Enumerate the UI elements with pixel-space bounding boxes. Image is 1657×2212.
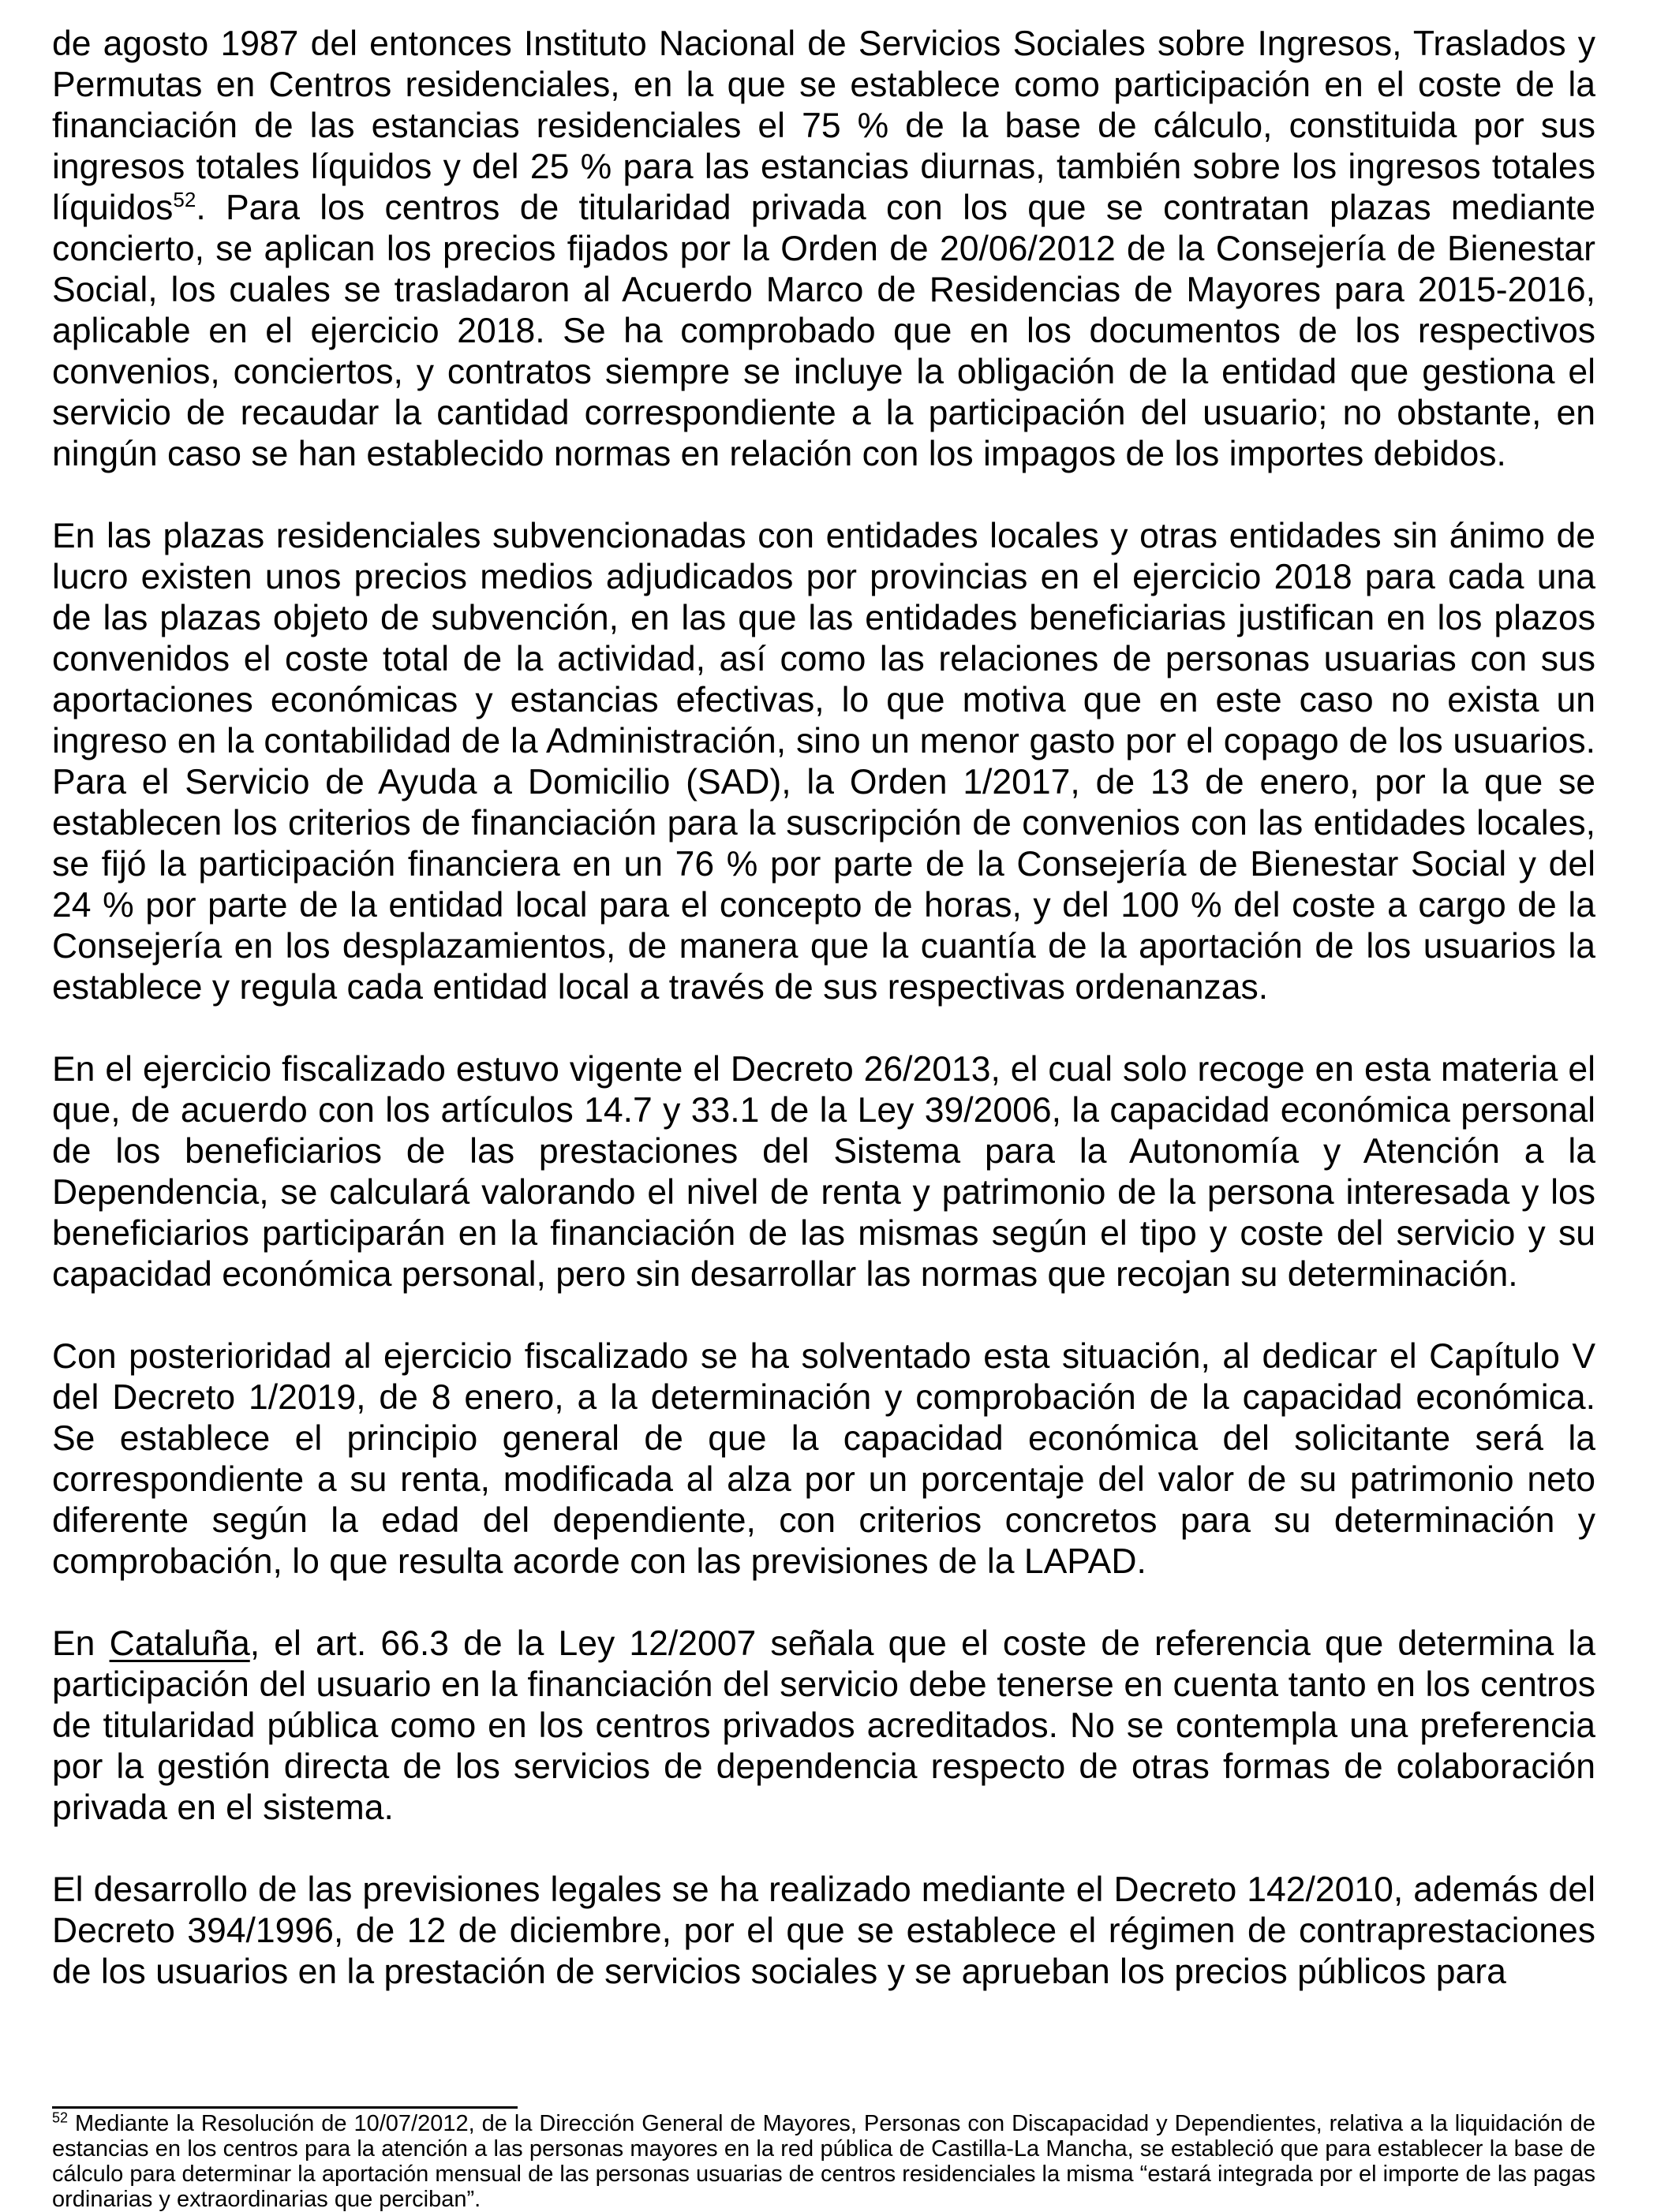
paragraph-5 [52,1624,1595,1829]
paragraph-6: El desarrollo de las previsiones legales se ha realizado mediante el Decreto 142/2010, además del Decreto 394/1996, de 12 de diciembre, por el que se establece el régimen de contraprestaciones de los usuarios en la prestación de servicios sociales y se aprueban los precios públicos para [52,1870,1595,1991]
paragraph-5-lead: En [52,1624,110,1663]
paragraph-1 [52,24,1595,475]
footnote-text: Mediante la Resolución de 10/07/2012, de la Dirección General de Mayores, Personas con Discapacidad y Dependientes, relativa a la liquidación de estancias en los centros para la atención a las personas mayores en la red pública de Castilla-La Mancha, se estableció que para establecer la base de cálculo para determinar la aportación mensual de las personas usuarias de centros residenciales la misma “estará integrada por el importe de las pagas ordinarias y extraordinarias que perciban”. [52,2111,1595,2212]
footnote-ref-52[interactable]: 52 [173,188,196,212]
region-name-cataluna: Cataluña [109,1624,250,1663]
document-body [52,24,1595,1993]
footnote-52 [52,2111,1595,2212]
paragraph-1-text-b: . Para los centros de titularidad privada con los que se contratan plazas mediante concierto, se aplican los precios fijados por la Orden de 20/06/2012 de la Consejería de Bienestar Social, los cuales se trasladaron al Acuerdo Marco de Residencias de Mayores para 2015-2016, aplicable en el ejercicio 2018. Se ha comprobado que en los documentos de los respectivos convenios, conciertos, y contratos siempre se incluye la obligación de la entidad que gestiona el servicio de recaudar la cantidad correspondiente a la participación del usuario; no obstante, en ningún caso se han establecido normas en relación con los impagos de los importes debidos. [52,189,1595,473]
paragraph-3: En el ejercicio fiscalizado estuvo vigente el Decreto 26/2013, el cual solo recoge en esta materia el que, de acuerdo con los artículos 14.7 y 33.1 de la Ley 39/2006, la capacidad económica personal de los beneficiarios de las prestaciones del Sistema para la Autonomía y Atención a la Dependencia, se calculará valorando el nivel de renta y patrimonio de la persona interesada y los beneficiarios participarán en la financiación de las mismas según el tipo y coste del servicio y su capacidad económica personal, pero sin desarrollar las normas que recojan su determinación. [52,1050,1595,1294]
paragraph-1-text-a: de agosto 1987 del entonces Instituto Nacional de Servicios Sociales sobre Ingresos, Traslados y Permutas en Centros residenciales, en la que se establece como participación en el coste de la financiación de las estancias residenciales el 75 % de la base de cálculo, constituida por sus ingresos totales líquidos y del 25 % para las estancias diurnas, también sobre los ingresos totales líquidos [52,24,1595,227]
paragraph-4: Con posterioridad al ejercicio fiscalizado se ha solventado esta situación, al dedicar el Capítulo V del Decreto 1/2019, de 8 enero, a la determinación y comprobación de la capacidad económica. Se establece el principio general de que la capacidad económica del solicitante será la correspondiente a su renta, modificada al alza por un porcentaje del valor de su patrimonio neto diferente según la edad del dependiente, con criterios concretos para su determinación y comprobación, lo que resulta acorde con las previsiones de la LAPAD. [52,1337,1595,1581]
footnote-number: 52 [52,2109,69,2126]
paragraph-5-rest: , el art. 66.3 de la Ley 12/2007 señala que el coste de referencia que determina la participación del usuario en la financiación del servicio debe tenerse en cuenta tanto en los centros de titularidad pública como en los centros privados acreditados. No se contempla una preferencia por la gestión directa de los servicios de dependencia respecto de otras formas de colaboración privada en el sistema. [52,1624,1596,1827]
paragraph-2: En las plazas residenciales subvencionadas con entidades locales y otras entidades sin ánimo de lucro existen unos precios medios adjudicados por provincias en el ejercicio 2018 para cada una de las plazas objeto de subvención, en las que las entidades beneficiarias justifican en los plazos convenidos el coste total de la actividad, así como las relaciones de personas usuarias con sus aportaciones económicas y estancias efectivas, lo que motiva que en este caso no exista un ingreso en la contabilidad de la Administración, sino un menor gasto por el copago de los usuarios. Para el Servicio de Ayuda a Domicilio (SAD), la Orden 1/2017, de 13 de enero, por la que se establecen los criterios de financiación para la suscripción de convenios con las entidades locales, se fijó la participación financiera en un 76 % por parte de la Consejería de Bienestar Social y del 24 % por parte de la entidad local para el concepto de horas, y del 100 % del coste a cargo de la Consejería en los desplazamientos, de manera que la cuantía de la aportación de los usuarios la establece y regula cada entidad local a través de sus respectivas ordenanzas. [52,517,1595,1007]
footnote-divider [52,2106,518,2109]
